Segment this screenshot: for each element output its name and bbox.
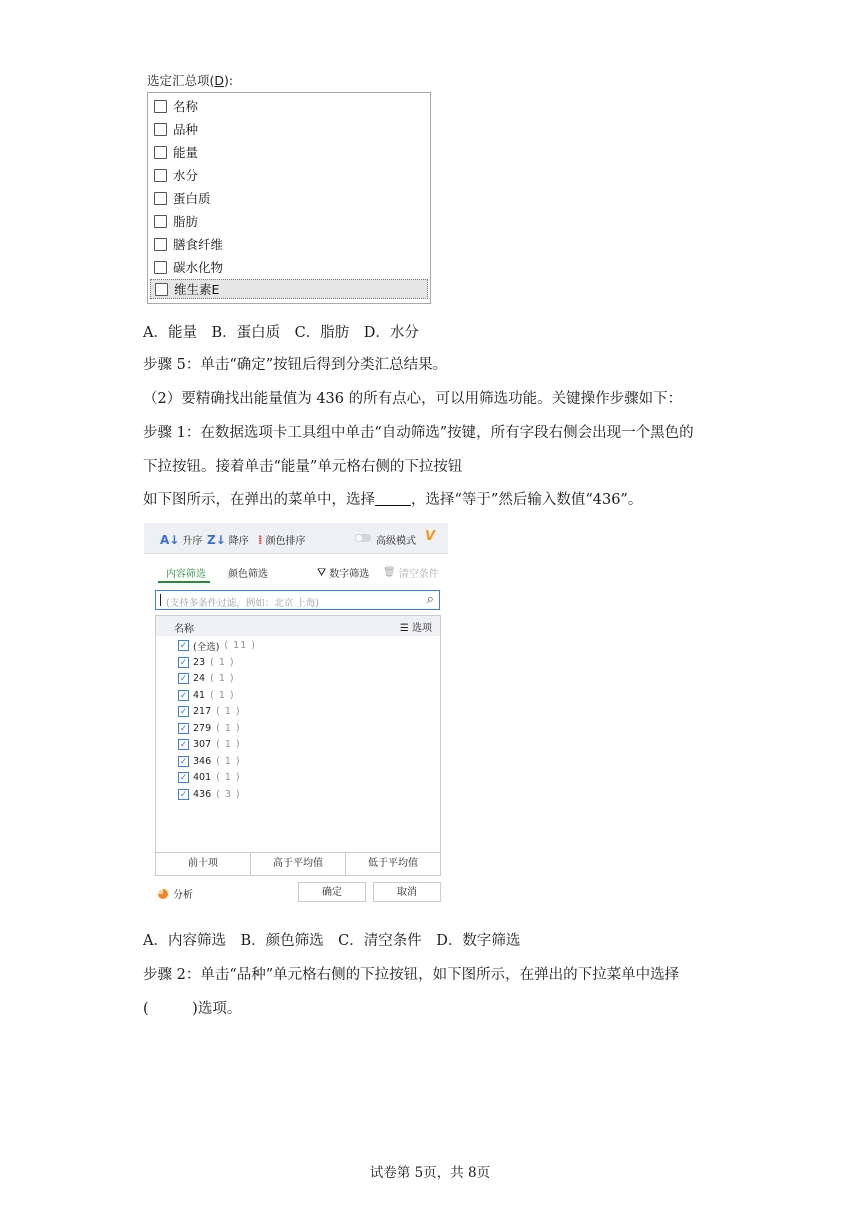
list-item[interactable]: ✓ 436 ( 3 )	[179, 788, 241, 800]
summary-items-label: 选定汇总项(D):	[147, 73, 234, 88]
checkbox-checked[interactable]: ✓	[179, 674, 188, 684]
step2-text-b: ( )选项。	[143, 1001, 242, 1017]
checkbox-checked[interactable]: ✓	[179, 773, 188, 783]
sort-toolbar	[144, 523, 448, 554]
filter-panel	[144, 523, 448, 907]
checkbox-row[interactable]: 品种	[154, 119, 198, 139]
quick-filter-buttons	[155, 853, 441, 876]
checkbox-row[interactable]: 名称	[154, 96, 198, 116]
value-list-header: 名称 ☰ 选项	[156, 616, 440, 636]
part2-text: （2）要精确找出能量值为 436 的所有点心，可以用筛选功能。关键操作步骤如下：	[143, 391, 683, 407]
checkbox-row[interactable]: 蛋白质	[154, 188, 211, 208]
advanced-mode-toggle[interactable]	[355, 534, 371, 542]
analysis-button[interactable]: 分析	[158, 886, 193, 901]
checkbox-checked[interactable]: ✓	[179, 707, 188, 717]
list-item[interactable]: ✓ 279 ( 1 )	[179, 722, 241, 734]
checkbox[interactable]	[154, 100, 167, 113]
search-icon[interactable]: ⌕	[426, 592, 434, 607]
panel-footer	[144, 879, 448, 905]
answer-blank	[375, 491, 411, 506]
sort-asc-icon: A↓	[160, 532, 180, 547]
menu-icon: ☰	[399, 623, 412, 634]
step5-text: 步骤 5：单击“确定”按钮后得到分类汇总结果。	[143, 357, 448, 373]
list-item[interactable]: ✓ 307 ( 1 )	[179, 739, 241, 750]
checkbox[interactable]	[155, 283, 168, 296]
tab-color-filter[interactable]: 颜色筛选	[228, 569, 268, 580]
step1-text-c: 如下图所示，在弹出的菜单中，选择 ，选择“等于”然后输入数值“436”。	[143, 492, 643, 508]
question1-options: A．能量 B．蛋白质 C．脂肪 D．水分	[143, 325, 419, 341]
step2-text-a: 步骤 2：单击“品种”单元格右侧的下拉按钮，如下图所示，在弹出的下拉菜单中选择	[143, 967, 680, 983]
color-sort-icon: ⁞	[258, 532, 263, 547]
tab-content-filter[interactable]: 内容筛选	[166, 569, 206, 580]
sort-desc-button[interactable]: Z↓ 降序	[207, 532, 249, 547]
vip-icon: V	[425, 529, 436, 544]
checkbox-row[interactable]: 能量	[154, 142, 198, 162]
list-item[interactable]: ✓ 401 ( 1 )	[179, 772, 241, 783]
question2-options: A．内容筛选 B．颜色筛选 C．清空条件 D．数字筛选	[143, 933, 521, 949]
options-menu-button[interactable]: ☰ 选项	[399, 623, 432, 634]
checkbox[interactable]	[154, 169, 167, 182]
step1-text-b: 下拉按钮。接着单击“能量”单元格右侧的下拉按钮	[143, 459, 463, 475]
checkbox-row[interactable]: 膳食纤维	[154, 234, 223, 254]
list-item[interactable]: ✓ (全选) ( 11 )	[179, 640, 256, 653]
filter-search-input[interactable]: (支持多条件过滤，例如：北京 上海) ⌕	[155, 590, 440, 610]
checkbox[interactable]	[154, 238, 167, 251]
checkbox[interactable]	[154, 215, 167, 228]
list-item[interactable]: ✓ 24 ( 1 )	[179, 673, 235, 684]
checkbox-checked[interactable]: ✓	[179, 756, 188, 767]
checkbox-checked[interactable]: ✓	[179, 641, 188, 651]
clear-conditions-button[interactable]: 🗑 清空条件	[383, 567, 439, 580]
filter-tabs	[144, 561, 448, 583]
checkbox-row[interactable]: 脂肪	[154, 211, 198, 231]
list-item[interactable]: ✓ 217 ( 1 )	[179, 706, 241, 717]
checkbox-checked[interactable]: ✓	[179, 723, 188, 734]
trash-icon: 🗑	[383, 567, 396, 578]
checkbox[interactable]	[154, 192, 167, 205]
list-item[interactable]: ✓ 23 ( 1 )	[179, 656, 235, 668]
number-filter-button[interactable]: ⛛ 数字筛选	[317, 565, 370, 580]
funnel-icon: ⛛	[317, 565, 327, 579]
pie-chart-icon	[158, 889, 168, 899]
value-list	[155, 615, 441, 853]
color-sort-button[interactable]: ⁞ 颜色排序	[258, 532, 306, 547]
checkbox-checked[interactable]: ✓	[179, 740, 188, 750]
checkbox-checked[interactable]: ✓	[179, 690, 188, 701]
above-average-button[interactable]: 高于平均值	[251, 853, 346, 875]
checkbox-row[interactable]: 水分	[154, 165, 198, 185]
checkbox-row[interactable]: 碳水化物	[154, 257, 223, 277]
page-footer: 试卷第 5页，共 8页	[369, 1165, 491, 1181]
summary-items-listbox[interactable]	[147, 92, 431, 304]
top-ten-button[interactable]: 前十项	[156, 853, 251, 875]
list-item[interactable]: ✓ 41 ( 1 )	[179, 689, 235, 701]
sort-desc-icon: Z↓	[207, 532, 226, 547]
cancel-button[interactable]: 取消	[373, 882, 441, 902]
ok-button[interactable]: 确定	[298, 882, 366, 902]
step1-text-a: 步骤 1：在数据选项卡工具组中单击“自动筛选”按键，所有字段右侧会出现一个黑色的	[143, 425, 694, 441]
checkbox-checked[interactable]: ✓	[179, 789, 188, 800]
advanced-mode-label: 高级模式	[376, 536, 416, 547]
checkbox[interactable]	[154, 146, 167, 159]
sort-asc-button[interactable]: A↓ 升序	[160, 532, 203, 547]
list-item[interactable]: ✓ 346 ( 1 )	[179, 755, 241, 767]
checkbox-checked[interactable]: ✓	[179, 657, 188, 668]
checkbox[interactable]	[154, 123, 167, 136]
checkbox[interactable]	[154, 261, 167, 274]
text-caret	[160, 594, 161, 606]
checkbox-row-selected[interactable]: 维生素E	[150, 279, 428, 299]
below-average-button[interactable]: 低于平均值	[368, 858, 418, 869]
active-tab-underline	[158, 581, 210, 583]
